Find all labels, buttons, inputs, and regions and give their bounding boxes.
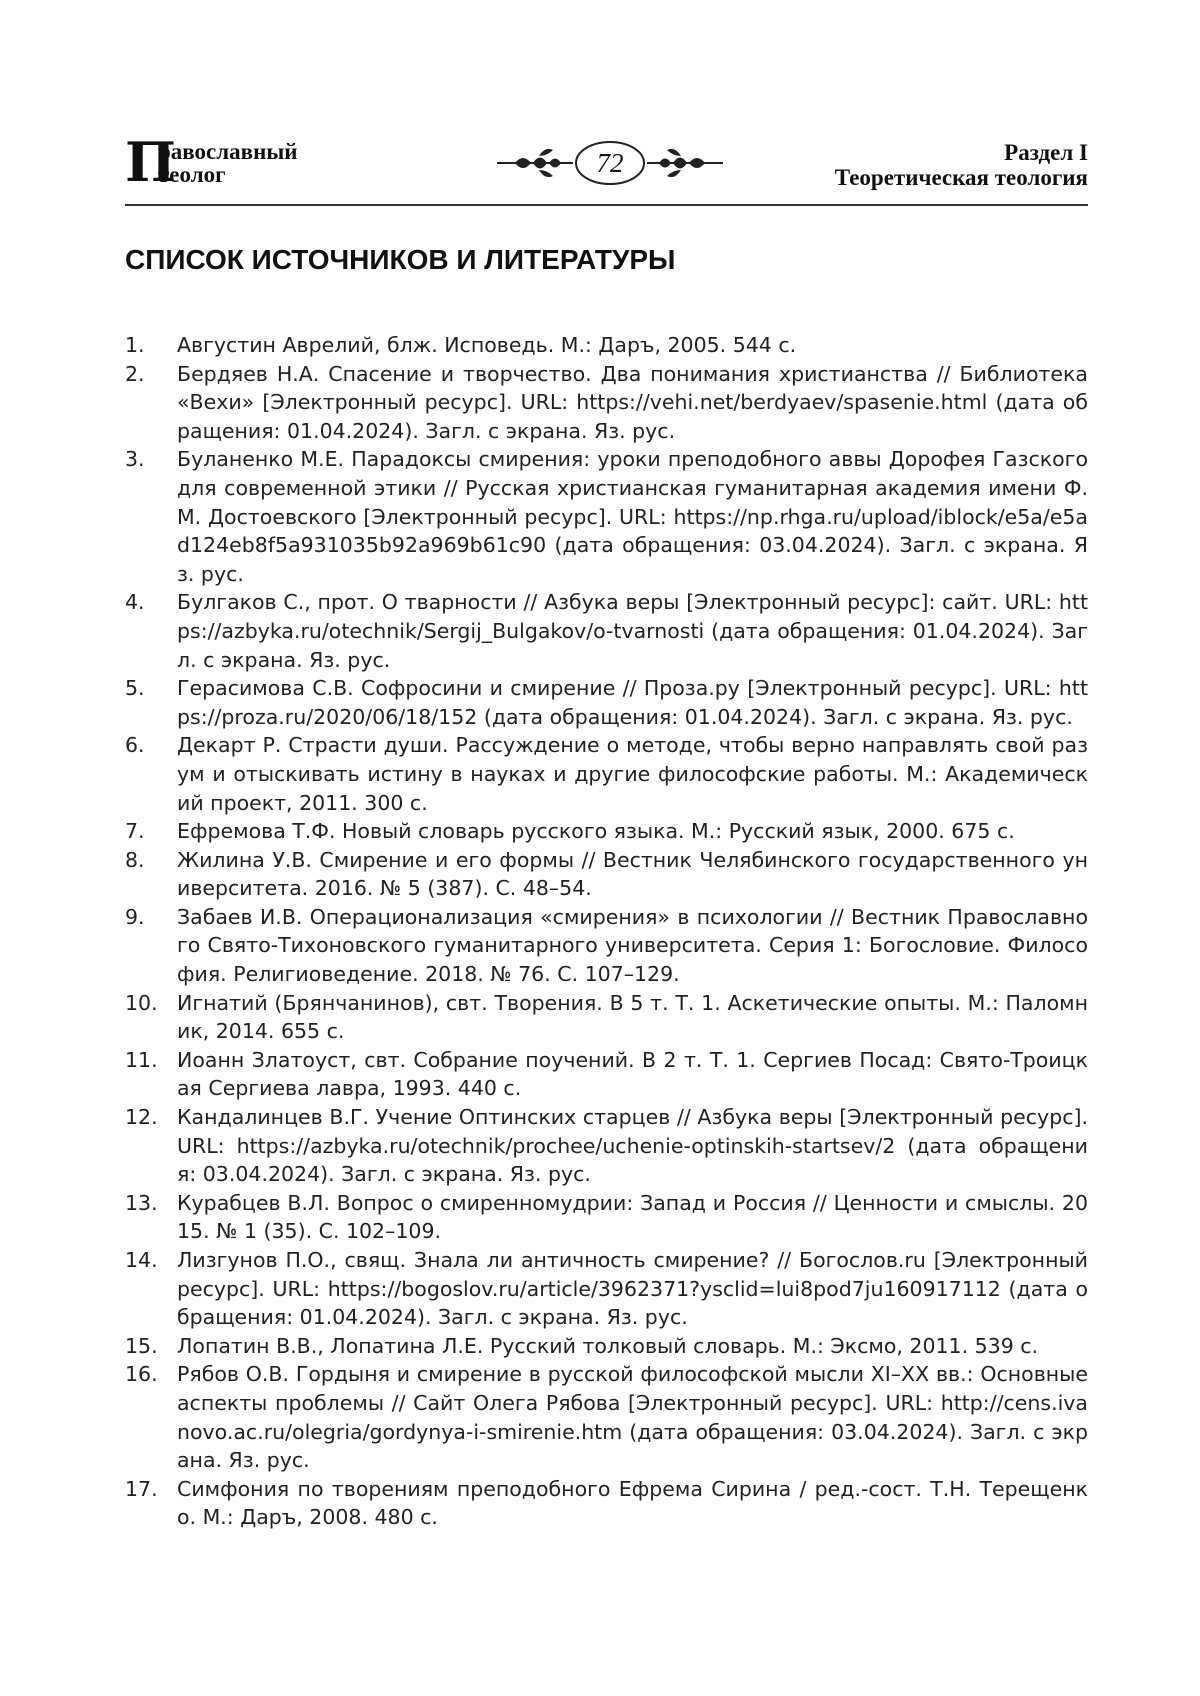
reference-text: Августин Аврелий, блж. Исповедь. М.: Даръ, 2005. 544 с.	[177, 333, 797, 357]
reference-item	[125, 903, 1088, 989]
reference-number: 9.	[125, 904, 145, 929]
reference-number: 10.	[125, 990, 158, 1015]
reference-item	[125, 1189, 1088, 1246]
reference-number: 2.	[125, 361, 145, 386]
reference-item	[125, 1332, 1088, 1361]
reference-text: Курабцев В.Л. Вопрос о смиренномудрии: Запад и Россия // Ценности и смыслы. 2015. № 1 (35). С. 102–109.	[177, 1190, 1088, 1244]
reference-number: 16.	[125, 1362, 158, 1387]
reference-text: Бердяев Н.А. Спасение и творчество. Два понимания христианства // Библиотека «Вехи» [Электронный ресурс]. URL: https://vehi.net/berdyaev/spasenie.html (дата обращения: 01.04.2024). Загл. с экрана. Яз. рус.	[177, 361, 1088, 443]
reference-text: Булгаков С., прот. О тварности // Азбука веры [Электронный ресурс]: сайт. URL: https://azbyka.ru/otechnik/Sergij_Bulgakov/o-tvarnosti (дата обращения: 01.04.2024). Загл. с экрана. Яз. рус.	[177, 590, 1088, 672]
reference-text: Лопатин В.В., Лопатина Л.Е. Русский толковый словарь. М.: Эксмо, 2011. 539 с.	[177, 1333, 1039, 1358]
reference-text: Симфония по творениям преподобного Ефрема Сирина / ред.-сост. Т.Н. Терещенко. М.: Даръ, 2008. 480 с.	[177, 1476, 1088, 1530]
reference-text: Иоанн Златоуст, свт. Собрание поучений. В 2 т. Т. 1. Сергиев Посад: Свято-Троицкая Сергиева лавра, 1993. 440 с.	[177, 1047, 1088, 1101]
reference-item	[125, 674, 1088, 731]
reference-item	[125, 1046, 1088, 1103]
reference-number: 7.	[125, 819, 145, 844]
page-number-ornament	[495, 138, 725, 188]
reference-item	[125, 1360, 1088, 1474]
reference-number: 11.	[125, 1047, 158, 1072]
reference-item	[125, 731, 1088, 817]
reference-item	[125, 331, 1088, 360]
page-number: 72	[596, 148, 624, 178]
reference-number: 3.	[125, 447, 145, 472]
reference-item	[125, 989, 1088, 1046]
reference-text: Декарт Р. Страсти души. Рассуждение о методе, чтобы верно направлять свой разум и отыскивать истину в науках и другие философские работы. М.: Академический проект, 2011. 300 с.	[177, 733, 1088, 815]
reference-number: 4.	[125, 590, 145, 615]
logo-initial-letter: П	[125, 130, 176, 194]
reference-item	[125, 588, 1088, 674]
logo-line-2: теолог	[158, 162, 226, 187]
reference-number: 13.	[125, 1190, 158, 1215]
reference-text: Герасимова С.В. Софросини и смирение // Проза.ру [Электронный ресурс]. URL: https://proza.ru/2020/06/18/152 (дата обращения: 01.04.2024). Загл. с экрана. Яз. рус.	[177, 676, 1088, 729]
page-header	[125, 130, 1088, 200]
section-title: Теоретическая теология	[834, 165, 1088, 190]
reference-text: Рябов О.В. Гордыня и смирение в русской философской мысли XI–XX вв.: Основные аспекты проблемы // Сайт Олега Рябова [Электронный ресурс]. URL: http://cens.ivanovo.ac.ru/olegria/gordynya-i-smirenie.htm (дата обращения: 03.04.2024). Загл. с экрана. Яз. рус.	[177, 1362, 1088, 1473]
reference-item	[125, 1246, 1088, 1332]
reference-item	[125, 445, 1088, 588]
reference-number: 14.	[125, 1248, 158, 1272]
reference-number: 17.	[125, 1476, 158, 1501]
reference-text: Ефремова Т.Ф. Новый словарь русского языка. М.: Русский язык, 2000. 675 с.	[177, 819, 1015, 844]
reference-text: Кандалинцев В.Г. Учение Оптинских старцев // Азбука веры [Электронный ресурс]. URL: https://azbyka.ru/otechnik/prochee/uchenie-optinskih-startsev/2 (дата обращения: 03.04.2024). Загл. с экрана. Яз. рус.	[177, 1105, 1088, 1187]
reference-list	[125, 331, 1088, 1532]
reference-text: Буланенко М.Е. Парадоксы смирения: уроки преподобного аввы Дорофея Газского для современной этики // Русская христианская гуманитарная академия имени Ф.М. Достоевского [Электронный ресурс]. URL: https://np.rhga.ru/upload/iblock/e5a/e5ad124eb8f5a931035b92a969b61c90 (дата обращения: 03.04.2024). Загл. с экрана. Яз. рус.	[177, 447, 1088, 586]
reference-item	[125, 817, 1088, 846]
reference-number: 6.	[125, 733, 145, 758]
reference-text: Забаев И.В. Операционализация «смирения» в психологии // Вестник Православного Свято-Тихоновского гуманитарного университета. Серия 1: Богословие. Философия. Религиоведение. 2018. № 76. С. 107–129.	[177, 904, 1088, 987]
journal-logo	[125, 130, 325, 194]
reference-item	[125, 1103, 1088, 1189]
logo-line-1: равославный	[158, 139, 298, 164]
section-label: Раздел I	[1004, 140, 1088, 165]
header-divider	[125, 204, 1088, 206]
reference-number: 1.	[125, 333, 145, 357]
reference-text: Лизгунов П.О., свящ. Знала ли античность смирение? // Богослов.ru [Электронный ресурс]. URL: https://bogoslov.ru/article/3962371?ysclid=lui8pod7ju160917112 (дата обращения: 01.04.2024). Загл. с экрана. Яз. рус.	[177, 1248, 1088, 1330]
logo-text	[158, 140, 298, 186]
reference-item	[125, 1475, 1088, 1532]
reference-item	[125, 360, 1088, 446]
reference-number: 12.	[125, 1105, 158, 1130]
reference-number: 15.	[125, 1333, 158, 1358]
reference-text: Жилина У.В. Смирение и его формы // Вестник Челябинского государственного университета. 2016. № 5 (387). С. 48–54.	[177, 847, 1088, 901]
reference-text: Игнатий (Брянчанинов), свт. Творения. В 5 т. Т. 1. Аскетические опыты. М.: Паломник, 2014. 655 с.	[177, 990, 1088, 1044]
reference-number: 8.	[125, 847, 145, 872]
reference-number: 5.	[125, 676, 145, 701]
section-info	[835, 140, 1088, 190]
reference-item	[125, 846, 1088, 903]
references-heading: СПИСОК ИСТОЧНИКОВ И ЛИТЕРАТУРЫ	[125, 244, 676, 275]
